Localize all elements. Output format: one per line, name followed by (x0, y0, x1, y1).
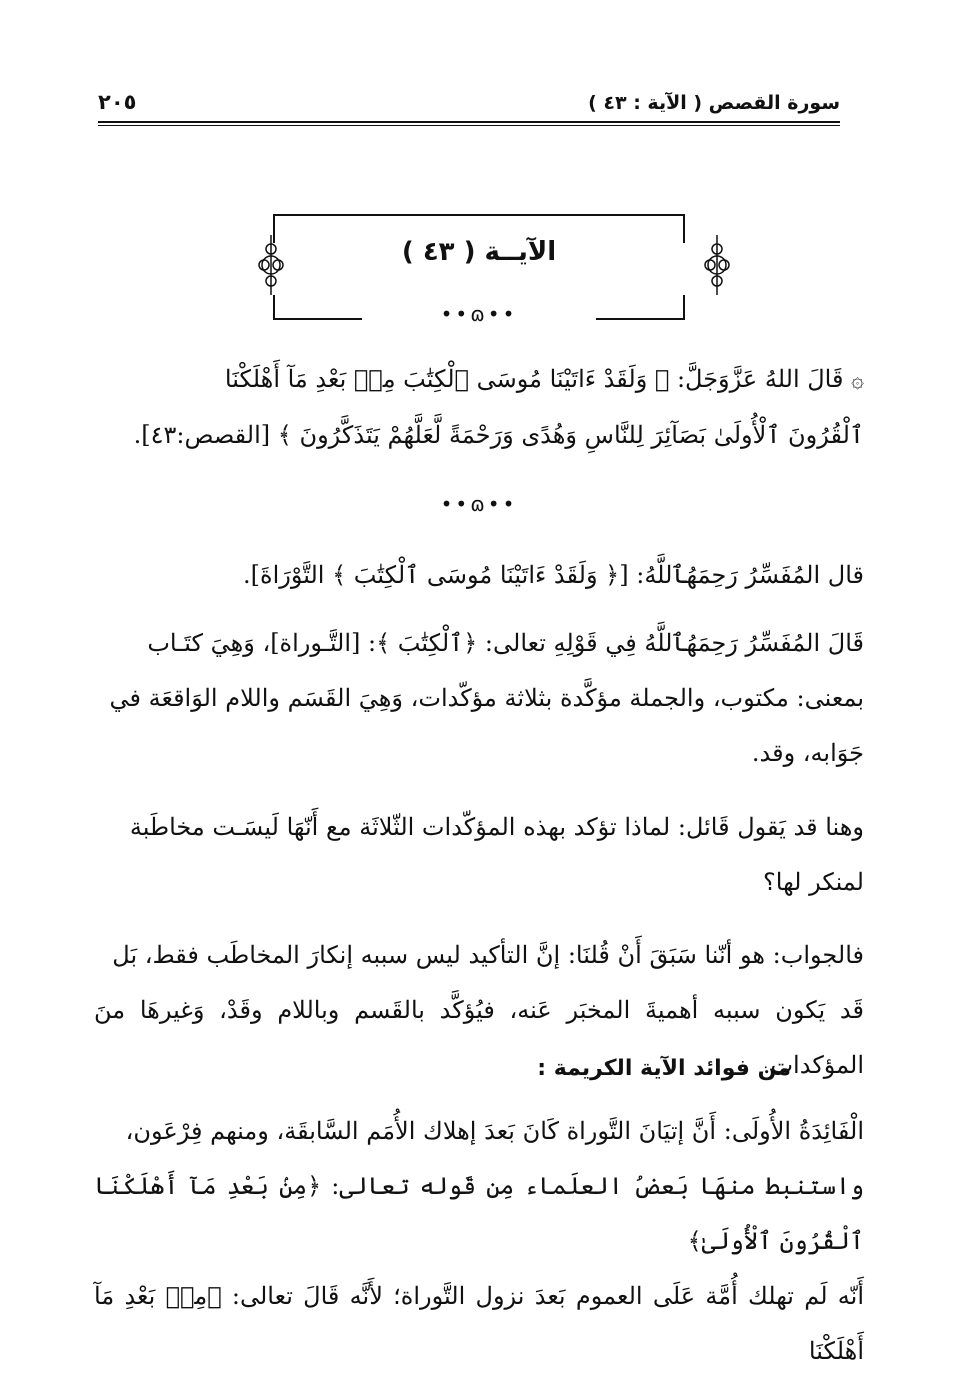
page-number: ٢٠٥ (98, 90, 137, 114)
benefits-heading: من فوائد الآية الكريمة : (537, 1056, 791, 1081)
paragraph-answer: فالجواب: هو أنّنا سَبَقَ أَنْ قُلنَا: إنَّ التأكيد ليس سببه إنكارَ المخاطَب فقط، بَل قَد يَكون سببه أهميةَ المخبَر عَنه، فيُؤكَّد بالقَسم وباللام وقَدْ، وَغيرهَا منَ المؤكدات. (94, 941, 864, 1079)
header-rule-thin (98, 125, 840, 126)
section-separator: ••ɷ•• (440, 492, 518, 516)
paragraph-benefit-1: الْفَائِدَةُ الأُولَى: أَنَّ إتيَانَ التَّوراة كَانَ بَعدَ إهلاك الأُمَم السَّابقَة، ومنهم فِرْعَون، واستنبط منهَا بَعضُ العلَماء مِن قَوله تعالى: ﴿مِنۢ بَعْدِ مَآ أَهْلَكْنَا ٱلْقُرُونَ ٱلْأُولَىٰ﴾ أَنّه لَم تهلك أُمَّة عَلَى العموم بَعدَ نزول التَّوراة؛ لأَنَّه قَالَ تعالى: ﴿مِنۢ بَعْدِ مَآ أَهْلَكْنَا (94, 1117, 864, 1365)
quran-line-2: ٱلْقُرُونَ ٱلْأُولَىٰ بَصَآئِرَ لِلنَّاسِ وَهُدًى وَرَحْمَةً لَّعَلَّهُمْ يَتَذَكَّرُونَ ﴾ [القصص:٤٣]. (133, 421, 864, 449)
header-rule (98, 121, 840, 123)
rub-el-hizb-icon: ۞ (851, 368, 864, 393)
header-surah-title: سورة القصص ( الآية : ٤٣ ) (588, 92, 840, 114)
quran-line-1: ۞ قَالَ اللهُ عَزَّوَجَلَّ: ﴿ وَلَقَدْ ءَاتَيْنَا مُوسَى ٱلْكِتَٰبَ مِنۢ بَعْدِ مَآ أَهْلَكْنَا (224, 365, 864, 393)
running-header (98, 86, 840, 122)
paragraph-question: وهنا قد يَقول قَائل: لماذا تؤكد بهذه المؤكّدات الثّلاثَة مع أَنّهَا لَيسَـت مخاطَبة لمنكر لها؟ (129, 813, 864, 896)
title-ornament: ••ɷ•• (440, 302, 518, 326)
paragraph-mufassir-1: قال المُفَسِّرُ رَحِمَهُٱللَّهُ: [﴿ وَلَقَدْ ءَاتَيْنَا مُوسَى ٱلْكِتَٰبَ ﴾ التَّوْرَاةَ]. (243, 561, 864, 589)
quran-verse-block (94, 352, 864, 463)
verse-title: الآيــة ( ٤٣ ) (401, 237, 557, 267)
paragraph-mufassir-2: قَالَ المُفَسِّرُ رَحِمَهُٱللَّهُ فِي قَوْلِهِ تعالى: ﴿ٱلْكِتَٰبَ ﴾: [التَّـوراة]، وَهِيَ كتَـاب بمعنى: مكتوب، والجملة مؤكَّدة بثلاثة مؤكّدات، وَهِيَ القَسَم واللام الوَاقعَة في جَوَابه، وقد. (109, 629, 864, 767)
